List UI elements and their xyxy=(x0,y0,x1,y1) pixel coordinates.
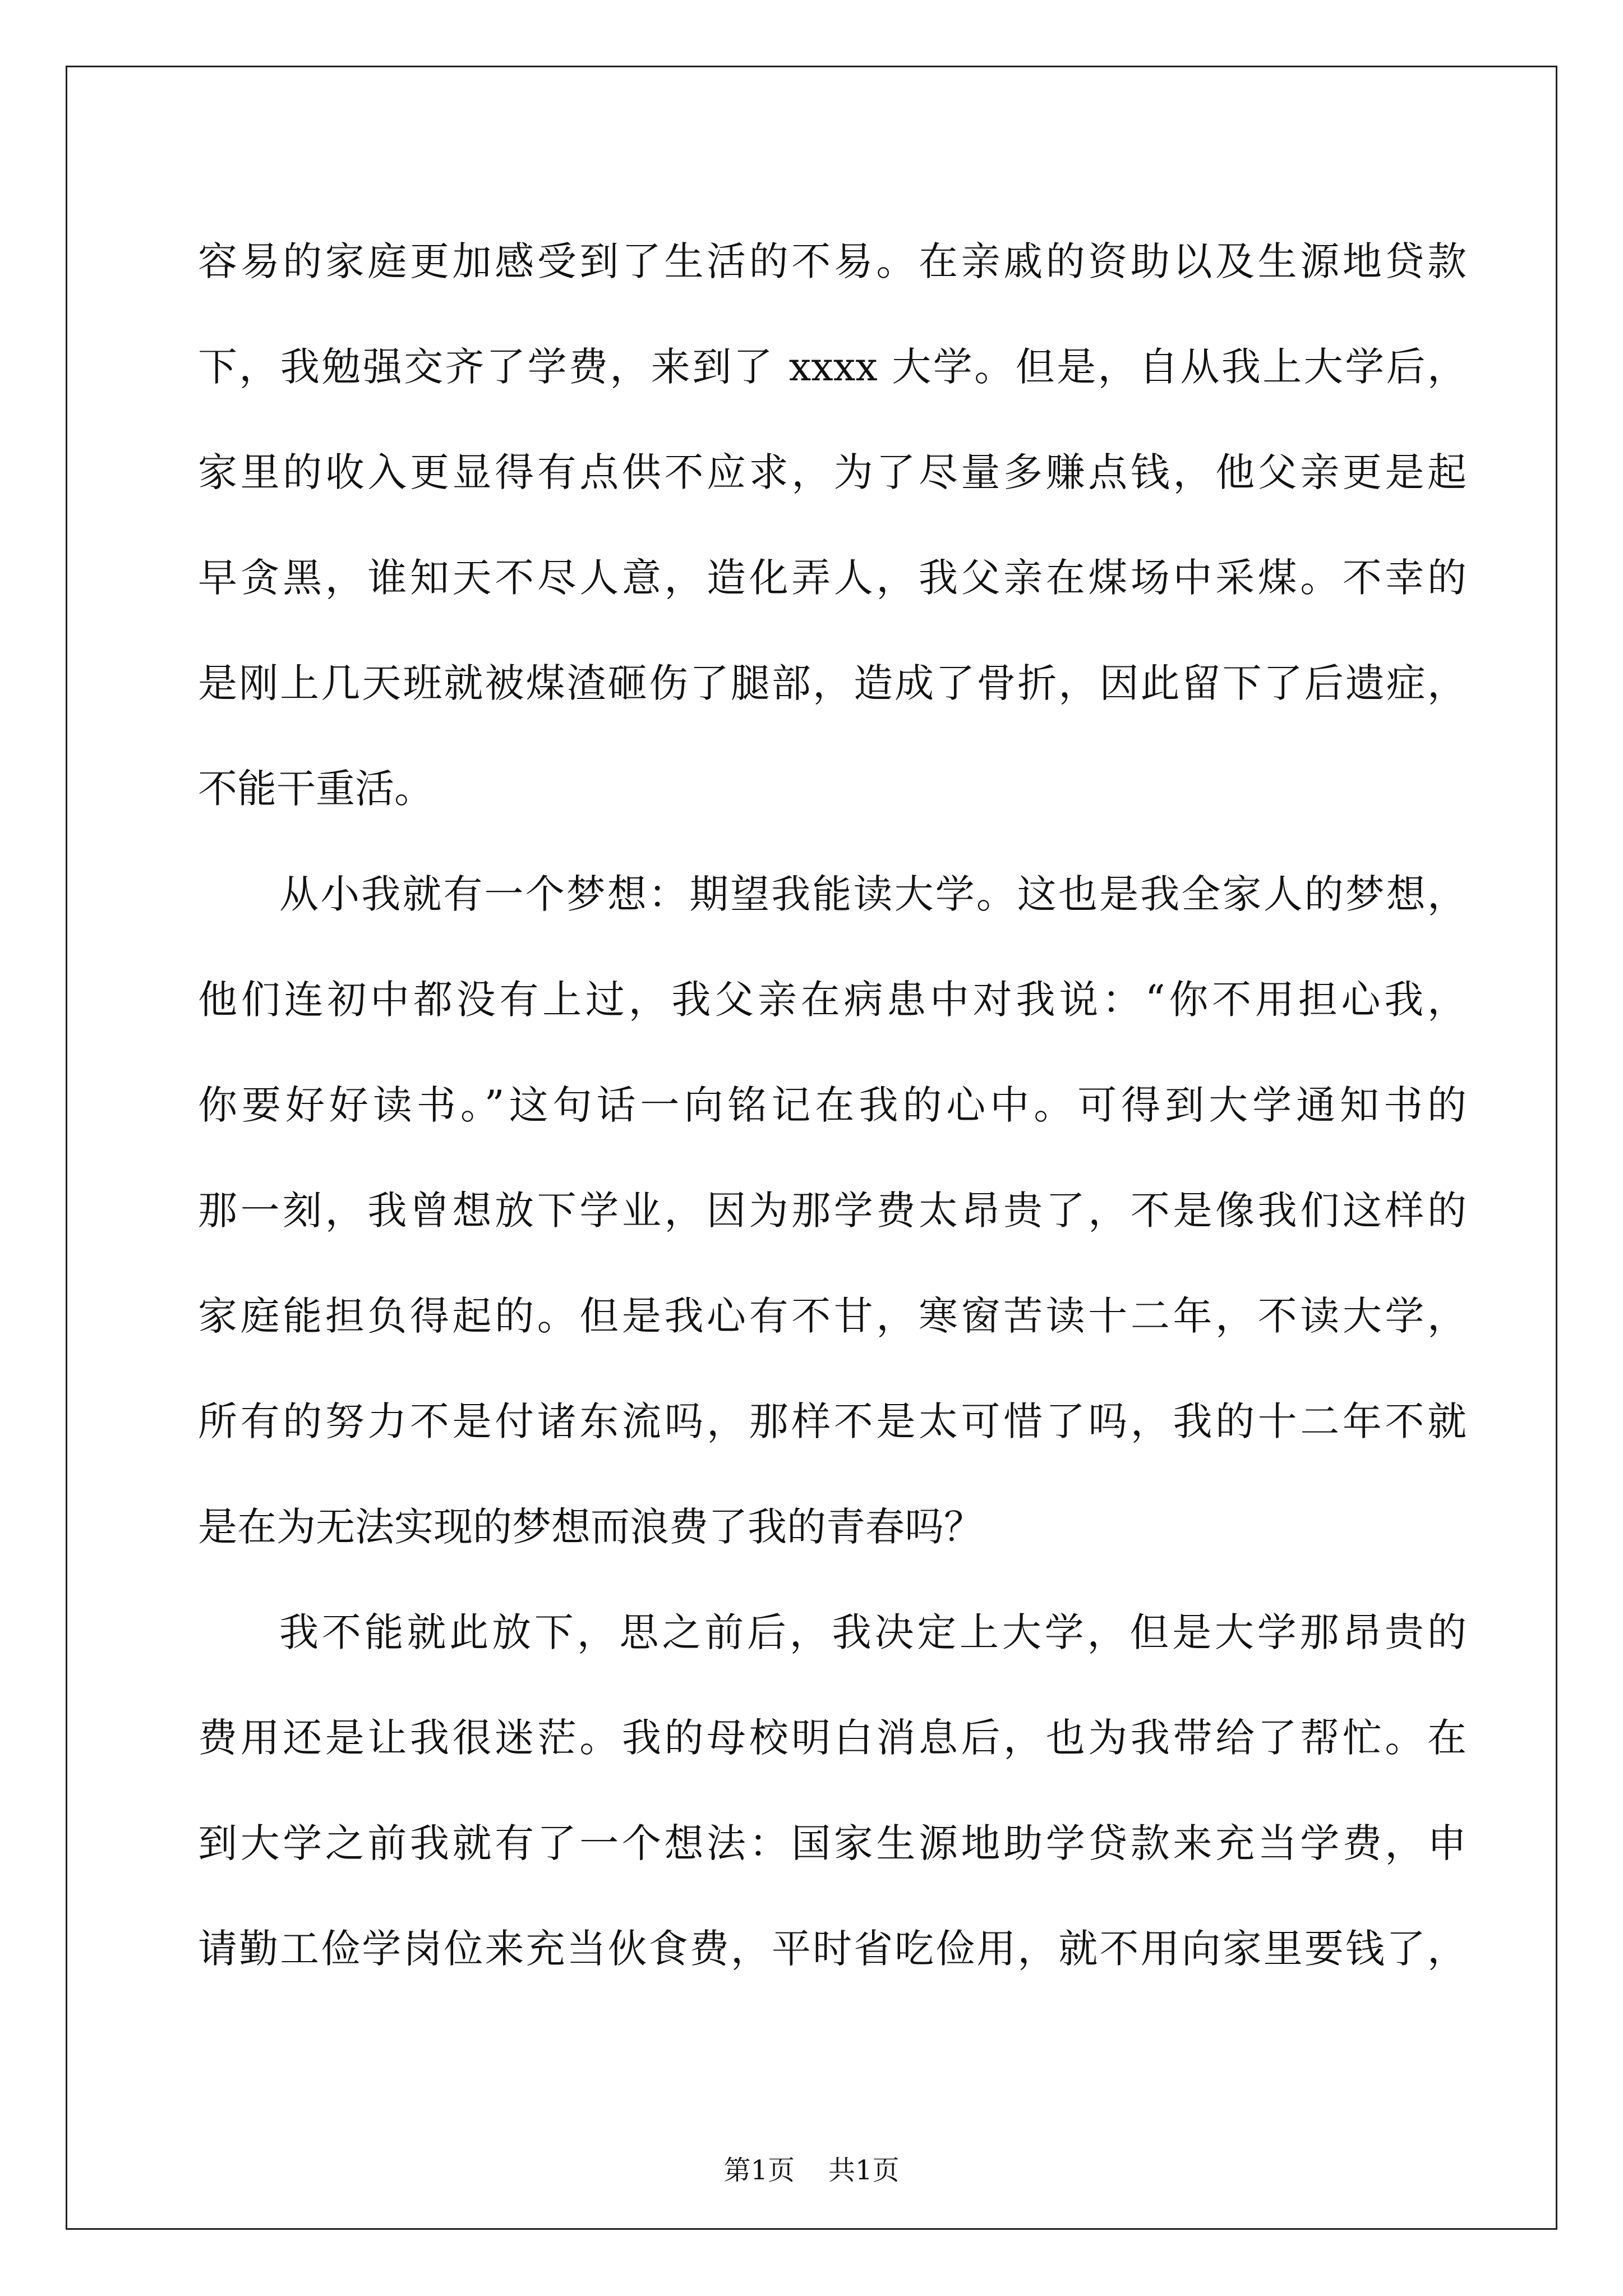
text-line: 是在为无法实现的梦想而浪费了我的青春吗？ xyxy=(198,1504,983,1550)
page-number: 第1页 xyxy=(723,2155,795,2186)
text-line: 早贪黑，谁知天不尽人意，造化弄人，我父亲在煤场中采煤。不幸的 xyxy=(198,555,1467,601)
text-line: 那一刻，我曾想放下学业，因为那学费太昂贵了，不是像我们这样的 xyxy=(198,1188,1467,1234)
text-line: 我不能就此放下，思之前后，我决定上大学，但是大学那昂贵的 xyxy=(279,1609,1467,1655)
text-line: 下，我勉强交齐了学费，来到了 xxxx 大学。但是，自从我上大学后， xyxy=(198,344,1467,390)
text-line: 家里的收入更显得有点供不应求，为了尽量多赚点钱，他父亲更是起 xyxy=(198,449,1467,495)
text-line: 所有的努力不是付诸东流吗，那样不是太可惜了吗，我的十二年不就 xyxy=(198,1398,1467,1444)
paragraph xyxy=(198,1580,1467,2001)
page-total: 共1页 xyxy=(828,2155,900,2186)
text-line: 你要好好读书。”这句话一向铭记在我的心中。可得到大学通知书的 xyxy=(198,1082,1467,1128)
text-line: 不能干重活。 xyxy=(198,766,434,812)
page-footer xyxy=(0,2148,1623,2187)
text-line: 请勤工俭学岗位来充当伙食费，平时省吃俭用，就不用向家里要钱了， xyxy=(198,1926,1467,1972)
text-line: 从小我就有一个梦想：期望我能读大学。这也是我全家人的梦想， xyxy=(279,871,1467,917)
text-line: 他们连初中都没有上过，我父亲在病患中对我说：“你不用担心我， xyxy=(198,977,1467,1023)
text-line: 到大学之前我就有了一个想法：国家生源地助学贷款来充当学费，申 xyxy=(198,1820,1467,1866)
text-line: 是刚上几天班就被煤渣砸伤了腿部，造成了骨折，因此留下了后遗症， xyxy=(198,660,1467,706)
paragraph xyxy=(198,841,1467,1580)
document-body xyxy=(198,209,1467,2001)
text-line: 家庭能担负得起的。但是我心有不甘，寒窗苦读十二年，不读大学， xyxy=(198,1293,1467,1339)
text-line: 费用还是让我很迷茫。我的母校明白消息后，也为我带给了帮忙。在 xyxy=(198,1715,1467,1761)
text-line: 容易的家庭更加感受到了生活的不易。在亲戚的资助以及生源地贷款 xyxy=(198,238,1467,284)
paragraph xyxy=(198,209,1467,841)
